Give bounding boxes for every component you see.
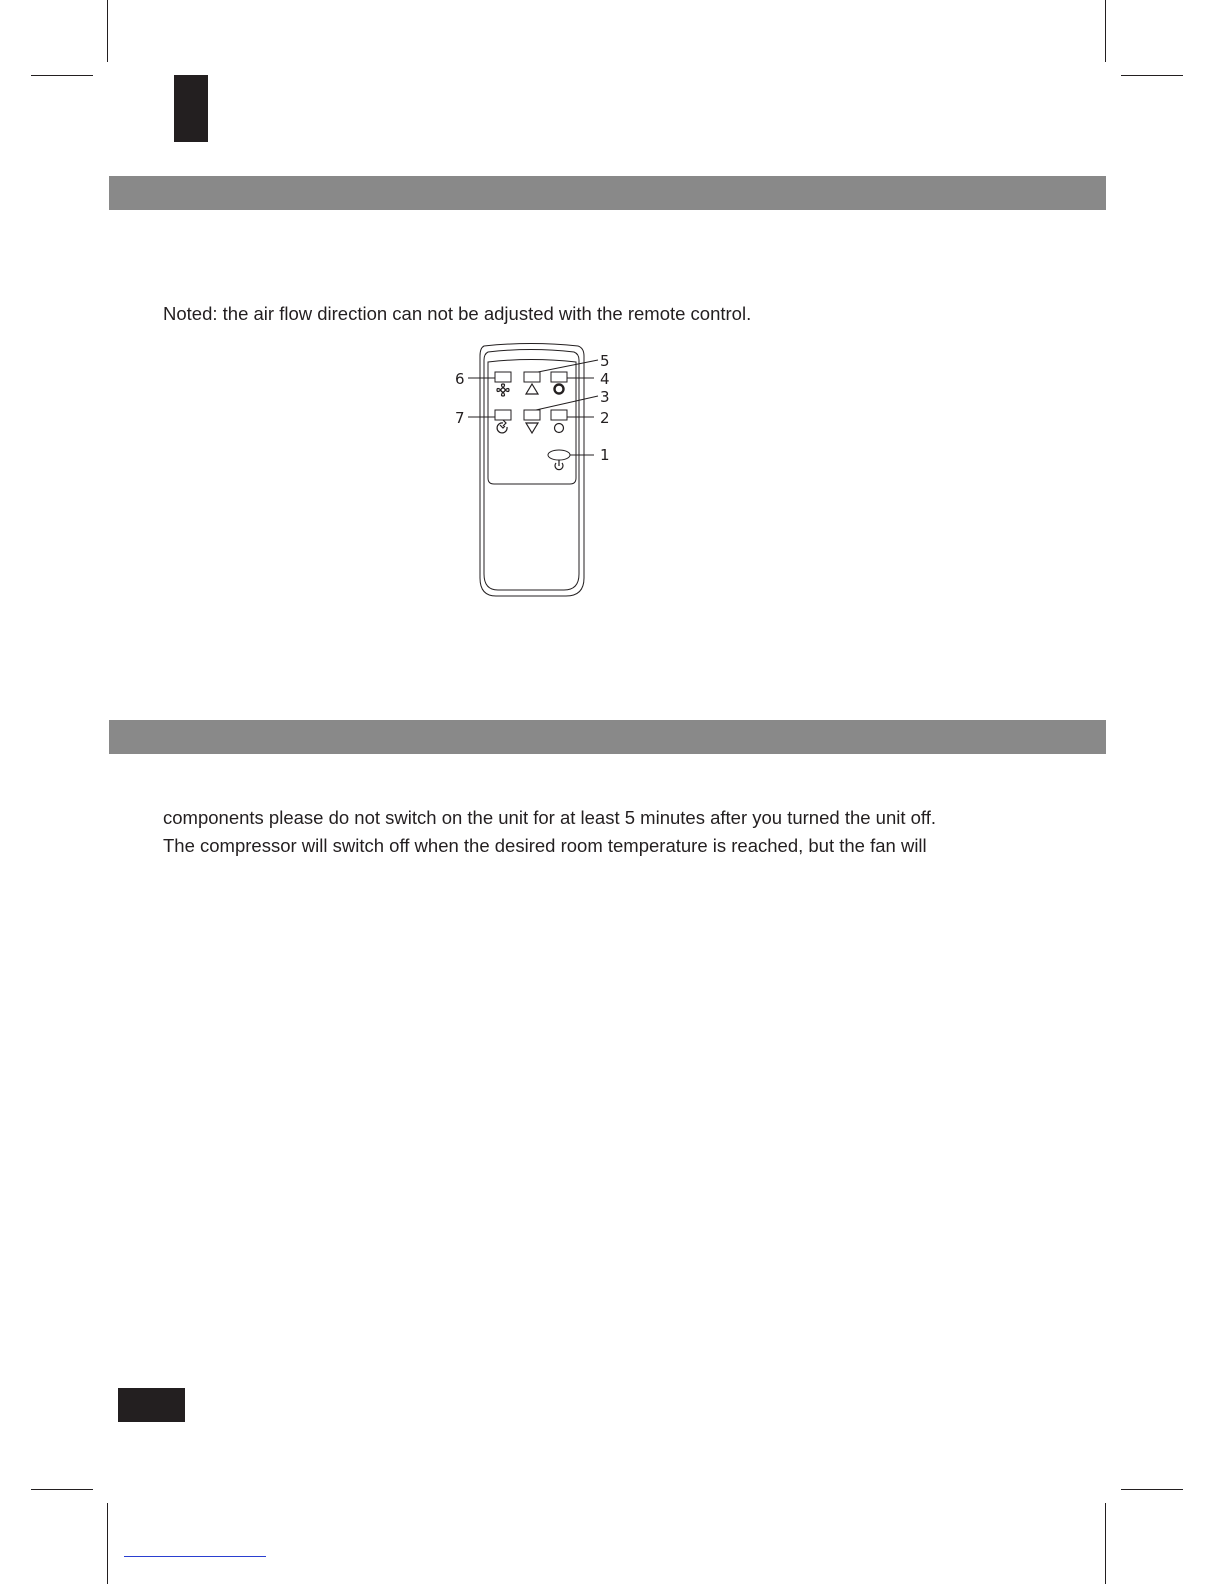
paragraph-line-2: The compressor will switch off when the desired room temperature is reached, but the fan will xyxy=(163,835,927,856)
timer-button xyxy=(495,410,511,420)
callout-label-6: 6 xyxy=(455,370,465,388)
timer-icon xyxy=(497,420,507,433)
callout-label-5: 5 xyxy=(600,352,610,370)
crop-mark-top-left-horizontal xyxy=(31,75,93,76)
section-header-bar-2 xyxy=(109,720,1106,754)
callout-label-7: 7 xyxy=(455,409,465,427)
remote-control-diagram xyxy=(440,340,630,602)
callout-label-1: 1 xyxy=(600,446,610,464)
crop-mark-bottom-right-vertical xyxy=(1105,1503,1106,1584)
footer-link-underline[interactable] xyxy=(124,1556,266,1557)
swing-button xyxy=(551,410,567,420)
power-button xyxy=(548,450,570,460)
temp-down-button xyxy=(524,410,540,420)
crop-mark-bottom-left-vertical xyxy=(107,1503,108,1584)
callout-label-4: 4 xyxy=(600,370,610,388)
crop-mark-top-right-vertical xyxy=(1105,0,1106,62)
fan-button xyxy=(495,372,511,382)
operation-paragraph xyxy=(163,804,936,860)
mode-button xyxy=(551,372,567,382)
chapter-tab-block xyxy=(174,75,208,142)
crop-mark-top-right-horizontal xyxy=(1121,75,1183,76)
callout-label-3: 3 xyxy=(600,388,610,406)
swing-ring-icon xyxy=(555,424,564,433)
callout-line-5 xyxy=(538,360,598,372)
temp-up-button xyxy=(524,372,540,382)
crop-mark-bottom-left-horizontal xyxy=(31,1489,93,1490)
triangle-up-icon xyxy=(526,384,538,394)
callout-line-3 xyxy=(536,396,598,410)
paragraph-line-1: components please do not switch on the unit for at least 5 minutes after you turned the unit off. xyxy=(163,807,937,828)
remote-outer-body xyxy=(480,344,584,597)
crop-mark-top-left-vertical xyxy=(107,0,108,62)
callout-label-2: 2 xyxy=(600,409,610,427)
fan-icon xyxy=(497,384,509,396)
section-header-bar-1 xyxy=(109,176,1106,210)
power-icon xyxy=(555,460,563,470)
crop-mark-bottom-right-horizontal xyxy=(1121,1489,1183,1490)
mode-ring-icon xyxy=(555,385,564,394)
triangle-down-icon xyxy=(526,423,538,433)
remote-note-text: Noted: the air flow direction can not be adjusted with the remote control. xyxy=(163,303,752,324)
page-number-block xyxy=(118,1388,185,1422)
